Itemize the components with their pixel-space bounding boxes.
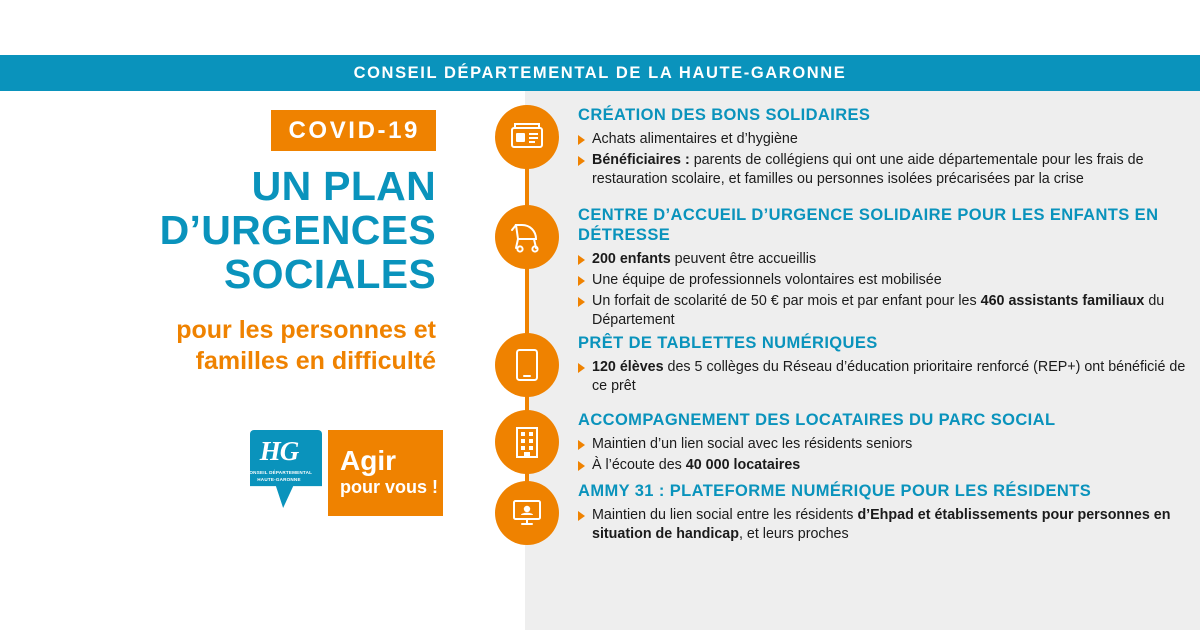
- list-item-bullets: [578, 250, 1198, 330]
- page-subtitle-line1: pour les personnes et: [176, 315, 436, 344]
- bullet: Achats alimentaires et d’hygiène: [578, 130, 1198, 149]
- header-title: CONSEIL DÉPARTEMENTAL DE LA HAUTE-GARONNE: [353, 63, 847, 82]
- logo-slogan-pour-vous: pour vous !: [340, 477, 438, 498]
- bullet: 120 élèves des 5 collèges du Réseau d’éducation prioritaire renforcé (REP+) ont bénéficié de ce prêt: [578, 358, 1198, 396]
- list-item-body: [578, 410, 1198, 475]
- list-item-body: [578, 333, 1198, 396]
- covid-badge: COVID-19: [271, 110, 437, 151]
- logo-monogram: HG: [259, 436, 299, 466]
- list-item-body: [578, 205, 1198, 330]
- page-title-line1: UN PLAN: [251, 163, 436, 209]
- list-item-body: [578, 481, 1198, 544]
- bullet: 200 enfants peuvent être accueillis: [578, 250, 1198, 269]
- building-icon: [495, 410, 559, 474]
- bon-solidaire-icon: [495, 105, 559, 169]
- logo: [243, 430, 443, 516]
- computer-icon: [495, 481, 559, 545]
- tablet-icon: [495, 333, 559, 397]
- page-subtitle-line2: familles en difficulté: [195, 346, 436, 375]
- left-column: [0, 110, 460, 377]
- bullet: Bénéficiaires : parents de collégiens qui ont une aide départementale pour les frais de restauration scolaire, et familles ou personnes isolées précarisées par la crise: [578, 151, 1198, 189]
- logo-slogan-block: [328, 430, 443, 516]
- bullet: Un forfait de scolarité de 50 € par mois et par enfant pour les 460 assistants familiaux du Département: [578, 292, 1198, 330]
- bullet: Maintien du lien social entre les résidents d’Ehpad et établissements pour personnes en situation de handicap, et leurs proches: [578, 506, 1198, 544]
- logo-slogan-agir: Agir: [340, 445, 396, 477]
- stroller-icon: [495, 205, 559, 269]
- list-item-bullets: [578, 435, 1198, 475]
- list-item-title: ACCOMPAGNEMENT DES LOCATAIRES DU PARC SOCIAL: [578, 411, 1056, 429]
- logo-department-text: CONSEIL DÉPARTEMENTAL HAUTE-GARONNE: [245, 470, 313, 482]
- list-item-title: PRÊT DE TABLETTES NUMÉRIQUES: [578, 334, 878, 352]
- list-item-title: CRÉATION DES BONS SOLIDAIRES: [578, 106, 871, 124]
- header-bar: [0, 55, 1200, 91]
- page-title-line2: D’URGENCES: [159, 206, 436, 253]
- logo-shield-block: [243, 430, 328, 516]
- list-item-title: AMMY 31 : PLATEFORME NUMÉRIQUE POUR LES RÉSIDENTS: [578, 482, 1092, 500]
- page-subtitle: [0, 315, 460, 378]
- list-item-title: CENTRE D’ACCUEIL D’URGENCE SOLIDAIRE POUR LES ENFANTS EN DÉTRESSE: [578, 206, 1159, 245]
- page-title-line3: SOCIALES: [224, 250, 436, 297]
- page-title: [0, 165, 460, 297]
- list-item-bullets: [578, 358, 1198, 396]
- bullet: À l’écoute des 40 000 locataires: [578, 456, 1198, 475]
- list-item-body: [578, 105, 1198, 189]
- bullet: Une équipe de professionnels volontaires est mobilisée: [578, 271, 1198, 290]
- list-item-bullets: [578, 130, 1198, 189]
- bullet: Maintien d’un lien social avec les résidents seniors: [578, 435, 1198, 454]
- list-item-bullets: [578, 506, 1198, 544]
